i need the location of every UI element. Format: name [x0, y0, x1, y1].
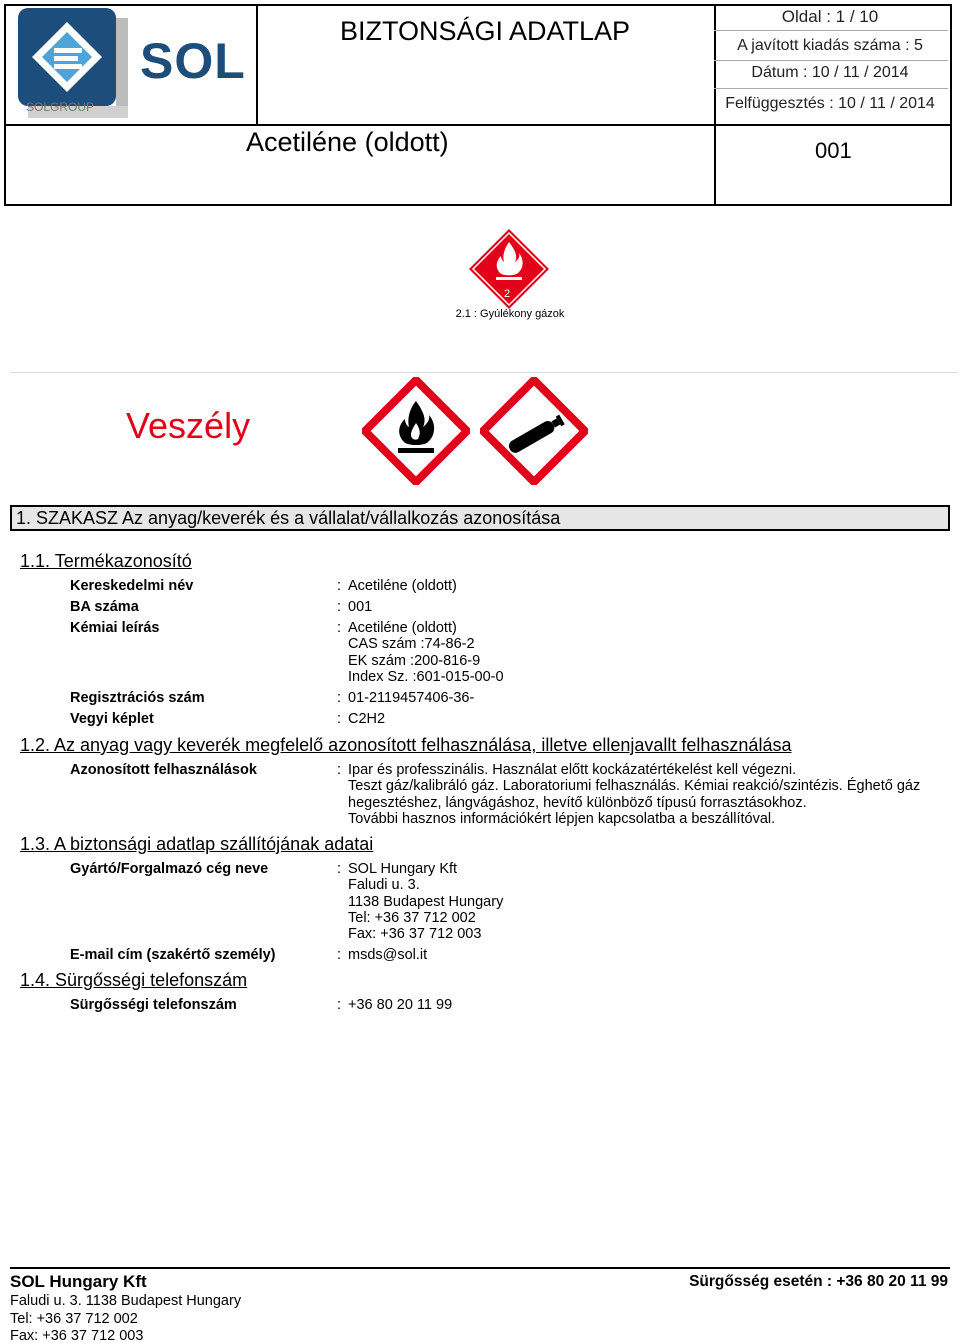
email-label: E-mail cím (szakértő személy) — [70, 947, 276, 963]
section-1-heading: 1. SZAKASZ Az anyag/keverék és a vállalat/vállalkozás azonosítása — [10, 505, 950, 531]
email-link[interactable]: msds@sol.it — [348, 947, 428, 963]
chemical-formula-value: C2H2 — [348, 711, 386, 727]
registration-number-value: 01-2119457406-36- — [348, 690, 475, 706]
footer-divider — [10, 1267, 950, 1269]
ba-number-value: 001 — [348, 599, 373, 615]
emergency-phone-label: Sürgősségi telefonszám — [70, 997, 237, 1013]
footer-emergency-phone: Sürgősség esetén : +36 80 20 11 99 — [689, 1273, 948, 1290]
logo-subtext: SOLGROUP — [26, 100, 95, 114]
subsection-1-2-heading: 1.2. Az anyag vagy keverék megfelelő azonosított felhasználása, illetve ellenjavallt felhasználása — [20, 735, 792, 755]
chemical-description-label: Kémiai leírás — [70, 620, 160, 636]
product-code: 001 — [815, 138, 852, 163]
chemical-description-value: Acetiléne (oldott) CAS szám :74-86-2 EK szám :200-816-9 Index Sz. :601-015-00-0 — [348, 620, 504, 685]
transport-label-caption: 2.1 : Gyúlékony gázok — [455, 308, 565, 320]
logo-text: SOL — [140, 33, 246, 89]
subsection-1-3-heading: 1.3. A biztonsági adatlap szállítójának adatai — [20, 834, 374, 854]
footer-address: Faludi u. 3. 1138 Budapest Hungary — [10, 1293, 242, 1309]
page-number: Oldal : 1 / 10 — [781, 7, 879, 26]
footer-company: SOL Hungary Kft — [10, 1272, 147, 1291]
divider — [10, 372, 958, 373]
identified-uses-label: Azonosított felhasználások — [70, 762, 257, 778]
issue-date: Dátum : 10 / 11 / 2014 — [751, 64, 909, 81]
transport-class-number: 2 — [504, 288, 511, 300]
flame-icon — [362, 377, 470, 485]
ba-number-label: BA száma — [70, 599, 139, 615]
gas-cylinder-icon — [480, 377, 588, 485]
emergency-phone-value: +36 80 20 11 99 — [348, 997, 453, 1013]
identified-uses-value: Ipar és professzinális. Használat előtt kockázatértékelést kell végezni. Teszt gáz/kalibráló gáz. Laboratoriumi felhasználás. Kémiai reakció/szintézis. Éghető gáz hegesztéshez, lángvágáshoz, hevítő különböző típusú forrasztásokhoz. További hasznos információkért lépjen kapcsolatba a beszállítóval. — [348, 762, 921, 827]
trade-name-value: Acetiléne (oldott) — [348, 578, 457, 594]
supplier-label: Gyártó/Forgalmazó cég neve — [70, 861, 269, 877]
flammable-gas-label-icon — [468, 228, 550, 310]
footer-tel: Tel: +36 37 712 002 — [10, 1311, 138, 1327]
subsection-1-1-heading: 1.1. Termékazonosító — [20, 551, 192, 571]
signal-word: Veszély — [126, 405, 251, 446]
registration-number-label: Regisztrációs szám — [70, 690, 205, 706]
document-title: BIZTONSÁGI ADATLAP — [339, 16, 631, 46]
footer-fax: Fax: +36 37 712 003 — [10, 1328, 144, 1344]
product-name: Acetiléne (oldott) — [246, 127, 449, 157]
trade-name-label: Kereskedelmi név — [70, 578, 194, 594]
supplier-details: SOL Hungary Kft Faludi u. 3. 1138 Budapest Hungary Tel: +36 37 712 002 Fax: +36 37 712 003 — [348, 861, 504, 943]
supersedes-date: Felfüggesztés : 10 / 11 / 2014 — [725, 95, 935, 112]
chemical-formula-label: Vegyi képlet — [70, 711, 154, 727]
revision-number: A javított kiadás száma : 5 — [737, 37, 923, 54]
subsection-1-4-heading: 1.4. Sürgősségi telefonszám — [20, 970, 248, 990]
